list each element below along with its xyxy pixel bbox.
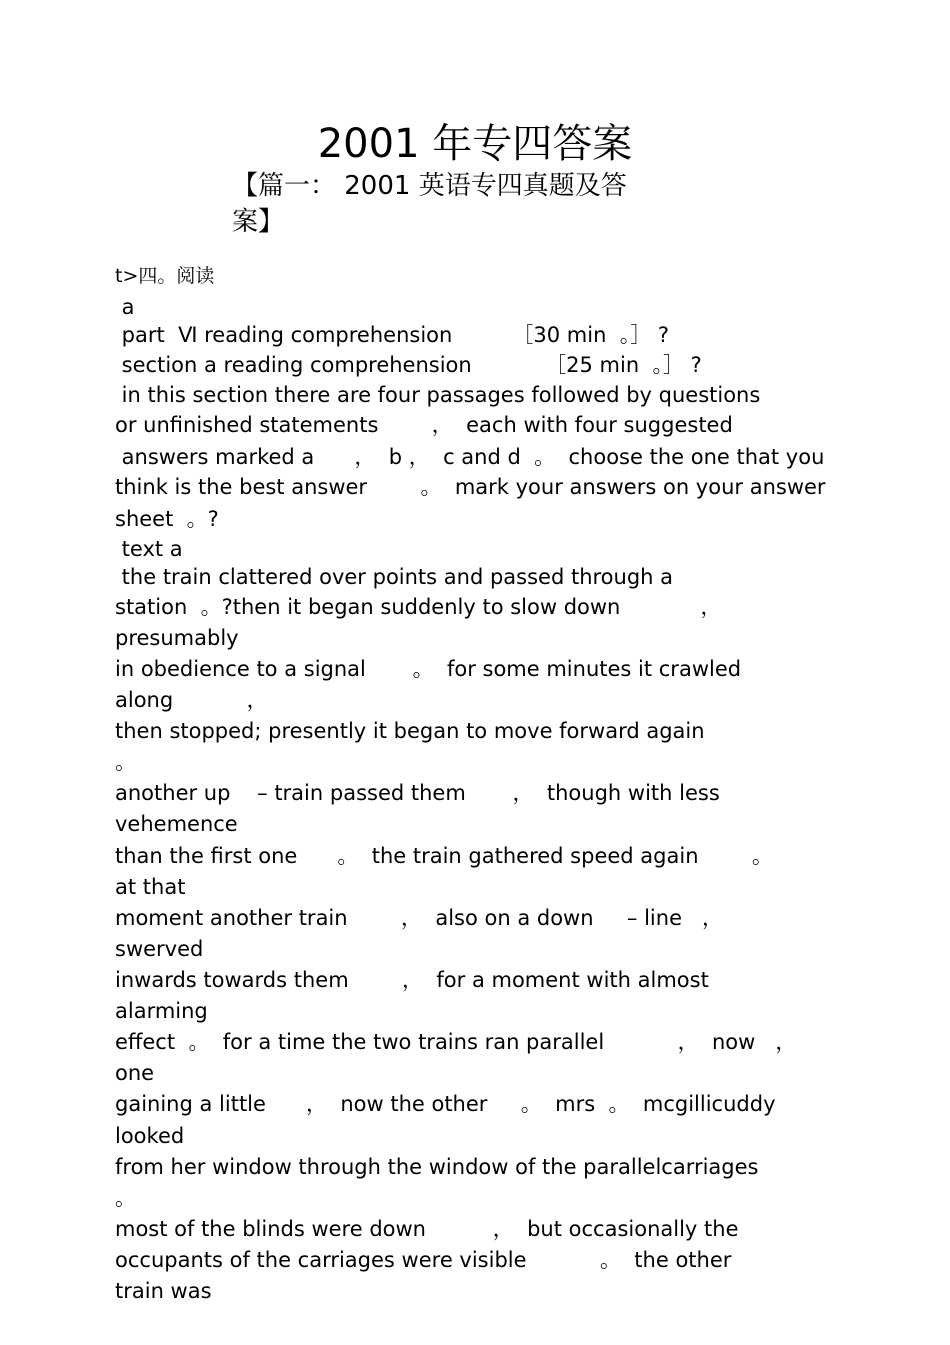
subtitle-line-1: 【篇一： 2001 英语专四真题及答 — [232, 171, 627, 201]
text-line: from her window through the window of the parallelcarriages — [115, 1155, 759, 1179]
text-line: swerved — [115, 937, 204, 961]
text-line: sheet 。? — [115, 507, 219, 531]
subtitle-line-2: 案】 — [232, 207, 285, 237]
text-line: in this section there are four passages followed by questions — [115, 383, 761, 407]
text-line: presumably — [115, 626, 239, 650]
text-line: t>四。阅读 — [115, 265, 215, 287]
text-line: gaining a little ， now the other 。 mrs 。 mcgillicuddy — [115, 1092, 776, 1116]
text-line: 。 — [115, 1186, 136, 1210]
text-line: the train clattered over points and passed through a — [115, 565, 674, 589]
text-line: vehemence — [115, 812, 238, 836]
text-line: effect 。 for a time the two trains ran parallel ， now ， — [115, 1030, 797, 1054]
text-line: than the first one 。 the train gathered speed again 。 — [115, 844, 773, 868]
text-line: station 。?then it began suddenly to slow down ， — [115, 595, 722, 619]
text-line: most of the blinds were down ， but occasionally the — [115, 1217, 739, 1241]
text-line: another up – train passed them ， though with less — [115, 781, 720, 805]
document-title: 2001 年专四答案 — [317, 121, 633, 167]
text-line: think is the best answer 。 mark your answers on your answer — [115, 475, 826, 499]
text-line: alarming — [115, 999, 208, 1023]
text-line: at that — [115, 875, 186, 899]
text-line: 。 — [115, 750, 136, 774]
text-line: inwards towards them ， for a moment with almost — [115, 968, 709, 992]
text-line: a — [115, 295, 135, 319]
text-line: moment another train ， also on a down – line ， — [115, 906, 724, 930]
text-line: section a reading comprehension ［25 min 。］ ? — [115, 353, 702, 377]
text-line: one — [115, 1061, 155, 1085]
text-line: looked — [115, 1124, 185, 1148]
text-line: answers marked a ， b ， c and d 。 choose the one that you — [115, 445, 825, 469]
text-line: in obedience to a signal 。 for some minutes it crawled — [115, 657, 742, 681]
text-line: part Ⅵ reading comprehension ［30 min 。］ ? — [115, 323, 670, 347]
text-line: or unfinished statements ， each with four suggested — [115, 413, 733, 437]
text-line: along ， — [115, 688, 268, 712]
text-line: text a — [115, 537, 183, 561]
text-line: then stopped; presently it began to move forward again — [115, 719, 705, 743]
text-line: train was — [115, 1279, 212, 1303]
text-line: occupants of the carriages were visible 。 the other — [115, 1248, 732, 1272]
